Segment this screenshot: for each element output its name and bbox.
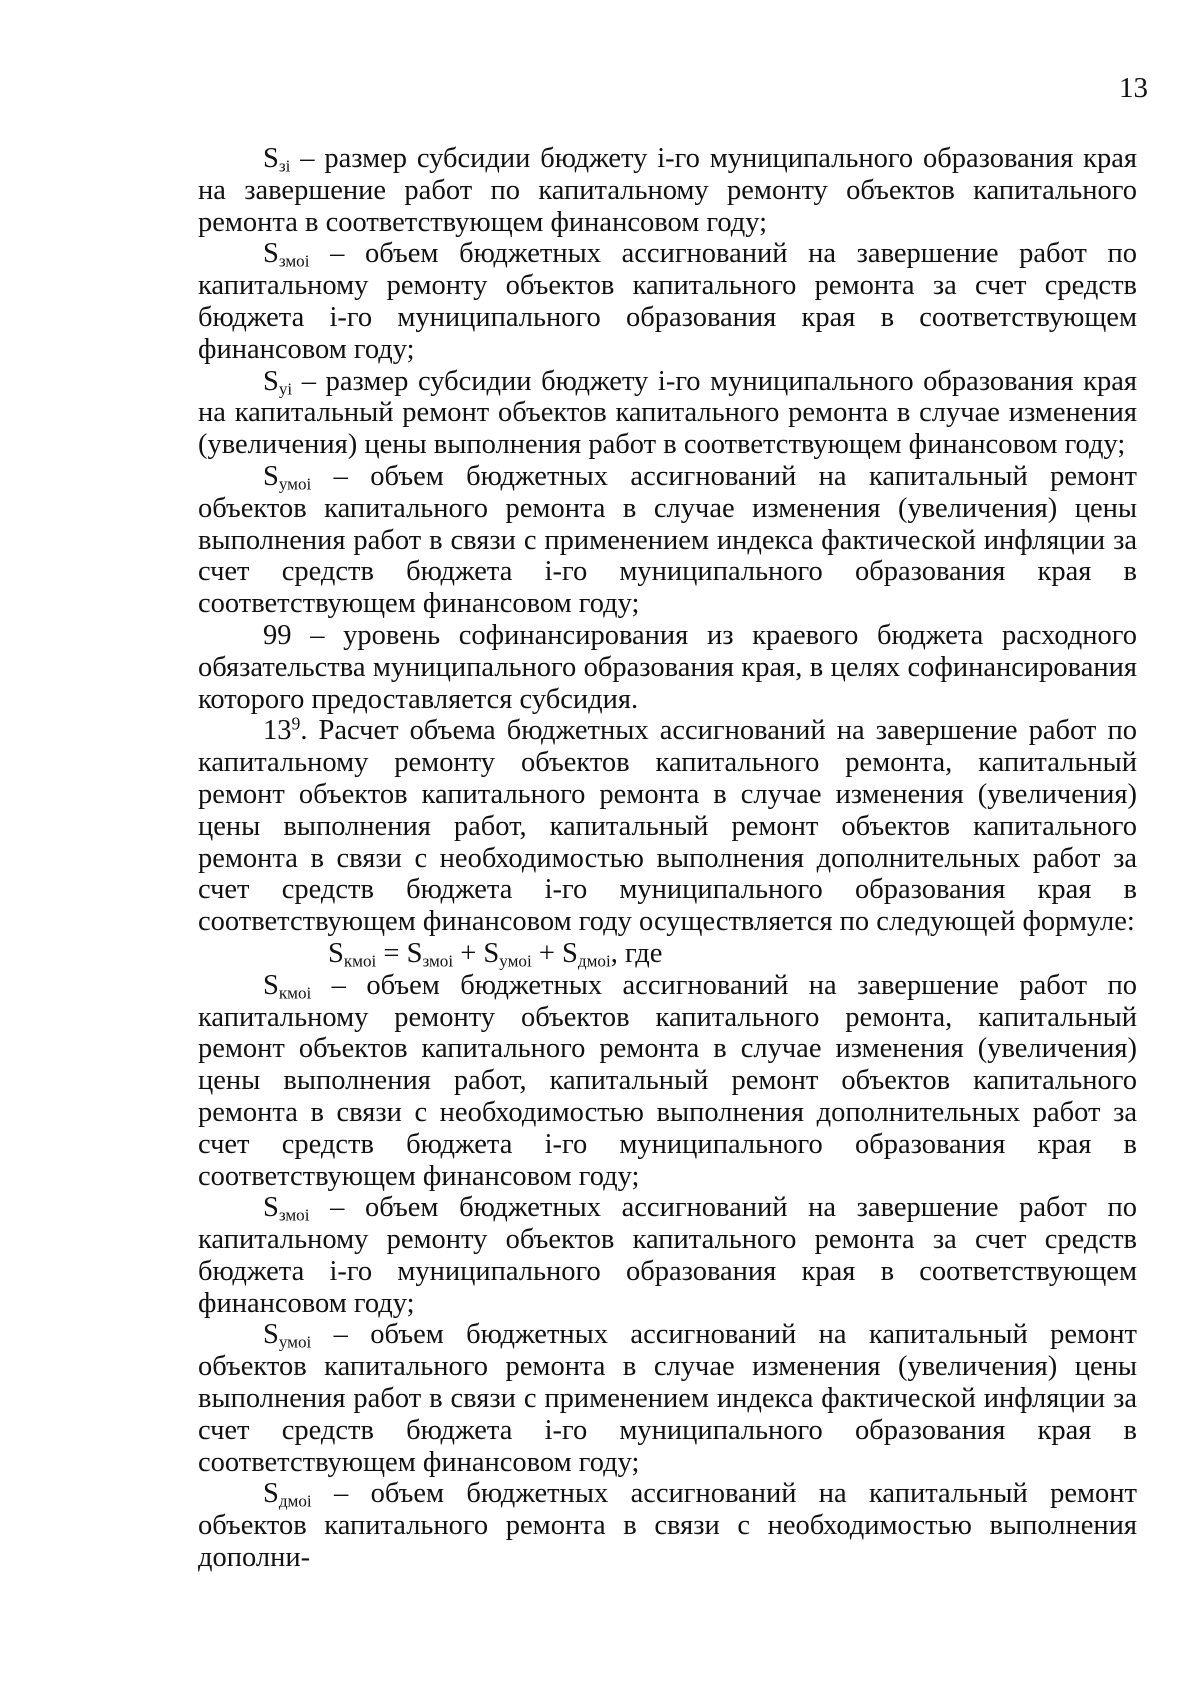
symbol-s: S bbox=[263, 238, 279, 270]
subscript-zmoi: змоi bbox=[422, 951, 454, 971]
definition-s-yi bbox=[198, 366, 1137, 461]
definition-s-kmoi bbox=[198, 970, 1137, 1193]
subscript-ymoi: умоi bbox=[499, 951, 532, 971]
definition-cofinancing-level: 99 – уровень софинансирования из краевого бюджета расходного обязательства муниципального образования края, в целях софинансирования которого предоставляется субсидия. bbox=[198, 619, 1137, 715]
definition-text: – объем бюджетных ассигнований на капитальный ремонт объектов капитального ремонта в связи с необходимостью выполнения дополни- bbox=[198, 1478, 1137, 1574]
definition-text: – объем бюджетных ассигнований на капитальный ремонт объектов капитального ремонта в случае изменения (увеличения) цены выполнения работ в связи с применением индекса фактической инфляции за счет средств бюджета i-го муниципального образования края в соответствующем финансовом году; bbox=[198, 1319, 1137, 1478]
subscript-zi: зi bbox=[278, 156, 291, 176]
symbol-s: S bbox=[483, 937, 500, 969]
symbol-s: S bbox=[263, 1192, 279, 1224]
definition-text: – объем бюджетных ассигнований на завершение работ по капитальному ремонту объектов капитального ремонта за счет средств бюджета i-го муниципального образования края в соответствующем финансовом году; bbox=[198, 1192, 1137, 1319]
definition-text: – объем бюджетных ассигнований на завершение работ по капитальному ремонту объектов капитального ремонта, капитальный ремонт объектов капитального ремонта в случае изменения (увеличения) цены выполнения работ, капитальный ремонт объектов капитального ремонта в связи с необходимостью выполнения дополнительных работ за счет средств бюджета i-го муниципального образования края в соответствующем финансовом году; bbox=[198, 969, 1137, 1192]
symbol-s: S bbox=[263, 1319, 279, 1351]
clause-13-9 bbox=[198, 715, 1137, 938]
formula-where: , где bbox=[610, 937, 663, 969]
definition-text: – объем бюджетных ассигнований на капитальный ремонт объектов капитального ремонта в случае изменения (увеличения) цены выполнения работ в связи с применением индекса фактической инфляции за счет средств бюджета i-го муниципального образования края в соответствующем финансовом году; bbox=[198, 460, 1137, 620]
symbol-s: S bbox=[406, 937, 423, 969]
definition-text: – объем бюджетных ассигнований на завершение работ по капитальному ремонту объектов капитального ремонта за счет средств бюджета i-го муниципального образования края в соответствующем финансовом году; bbox=[198, 238, 1137, 365]
symbol-s: S bbox=[562, 937, 578, 969]
page-number: 13 bbox=[1119, 72, 1148, 104]
definition-s-zmoi-2 bbox=[198, 1192, 1137, 1319]
definition-s-zmoi bbox=[198, 238, 1137, 365]
clause-superscript: 9 bbox=[291, 713, 301, 734]
formula-equals: = bbox=[376, 937, 407, 969]
document-body bbox=[198, 143, 1137, 1574]
subscript-kmoi: кмоi bbox=[343, 951, 377, 971]
subscript-ymoi: умоi bbox=[278, 474, 312, 494]
subscript-dmoi: дмоi bbox=[577, 951, 611, 971]
symbol-s: S bbox=[263, 365, 279, 397]
subscript-zmoi: змоi bbox=[278, 251, 310, 271]
subscript-zmoi: змоi bbox=[278, 1205, 310, 1225]
definition-s-ymoi bbox=[198, 461, 1137, 620]
definition-text: – размер субсидии бюджету i-го муниципального образования края на капитальный ремонт объектов капитального ремонта в случае изменения (увеличения) цены выполнения работ в соответствующем финансовом году; bbox=[198, 365, 1137, 461]
symbol-s: S bbox=[328, 937, 344, 969]
symbol-s: S bbox=[263, 143, 279, 174]
symbol-s: S bbox=[263, 1478, 279, 1510]
symbol-s: S bbox=[263, 969, 279, 1001]
definition-s-zi bbox=[198, 143, 1137, 238]
formula bbox=[198, 938, 1137, 970]
clause-number: 13 bbox=[263, 715, 292, 747]
subscript-yi: yi bbox=[278, 378, 293, 398]
formula-plus: + bbox=[531, 937, 563, 969]
subscript-kmoi: кмоi bbox=[278, 982, 312, 1002]
subscript-dmoi: дмоi bbox=[278, 1491, 312, 1511]
clause-text: . Расчет объема бюджетных ассигнований на завершение работ по капитальному ремонту объектов капитального ремонта, капитальный ремонт объектов капитального ремонта в случае изменения (увеличения) цены выполнения работ, капитальный ремонт объектов капитального ремонта в связи с необходимостью выполнения дополнительных работ за счет средств бюджета i-го муниципального образования края в соответствующем финансовом году осуществляется по следующей формуле: bbox=[198, 715, 1137, 938]
symbol-s: S bbox=[263, 460, 279, 492]
definition-text: – размер субсидии бюджету i-го муниципального образования края на завершение работ по капитальному ремонту объектов капитального ремонта в соответствующем финансовом году; bbox=[198, 143, 1137, 238]
formula-plus: + bbox=[453, 937, 484, 969]
subscript-ymoi: умоi bbox=[278, 1332, 312, 1352]
definition-s-ymoi-2 bbox=[198, 1319, 1137, 1478]
definition-s-dmoi bbox=[198, 1478, 1137, 1573]
